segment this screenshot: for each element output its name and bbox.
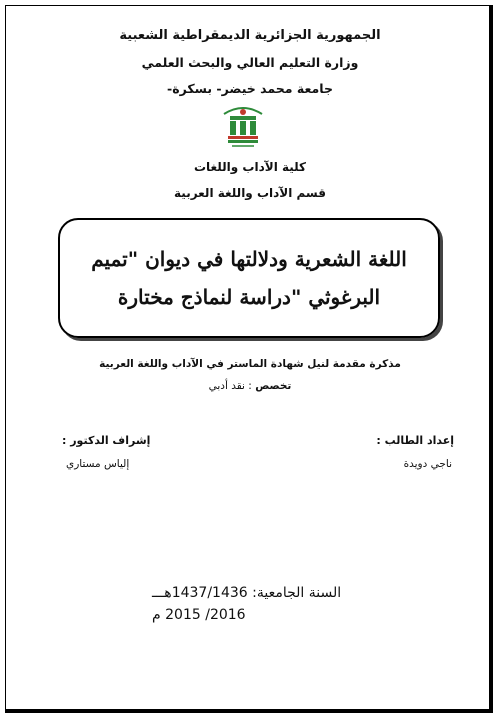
supervisor-label: إشراف الدكتور :	[62, 434, 151, 447]
faculty-name: كلية الآداب واللغات	[193, 160, 307, 174]
specialty-line	[0, 380, 500, 392]
republic-heading: الجمهورية الجزائرية الديمقراطية الشعبية	[119, 28, 381, 43]
university-heading: جامعة محمد خيضر- بسكرة-	[167, 81, 333, 96]
student-label: إعداد الطالب :	[376, 434, 454, 447]
thesis-title-line-2: البرغوثي "دراسة لنماذج مختارة	[117, 285, 381, 309]
university-logo-icon	[220, 100, 266, 152]
ministry-heading: وزارة التعليم العالي والبحث العلمي	[141, 55, 359, 70]
department-name: قسم الآداب واللغة العربية	[174, 186, 326, 200]
supervisor-name: إلياس مستاري	[66, 458, 130, 470]
thesis-title-box	[58, 218, 440, 338]
thesis-title-line-1: اللغة الشعرية ودلالتها في ديوان "تميم	[91, 247, 407, 271]
academic-year: السنة الجامعية: 1437/1436هـــ	[152, 585, 342, 601]
student-name: ناجي دويدة	[403, 458, 452, 470]
specialty-value: : نقد أدبي	[208, 380, 252, 392]
specialty-label: تخصص	[255, 380, 292, 392]
gregorian-year: 2016/ 2015 م	[152, 607, 246, 623]
memo-description: مذكرة مقدمة لنيل شهادة الماستر في الآداب واللغة العربية	[99, 358, 401, 370]
